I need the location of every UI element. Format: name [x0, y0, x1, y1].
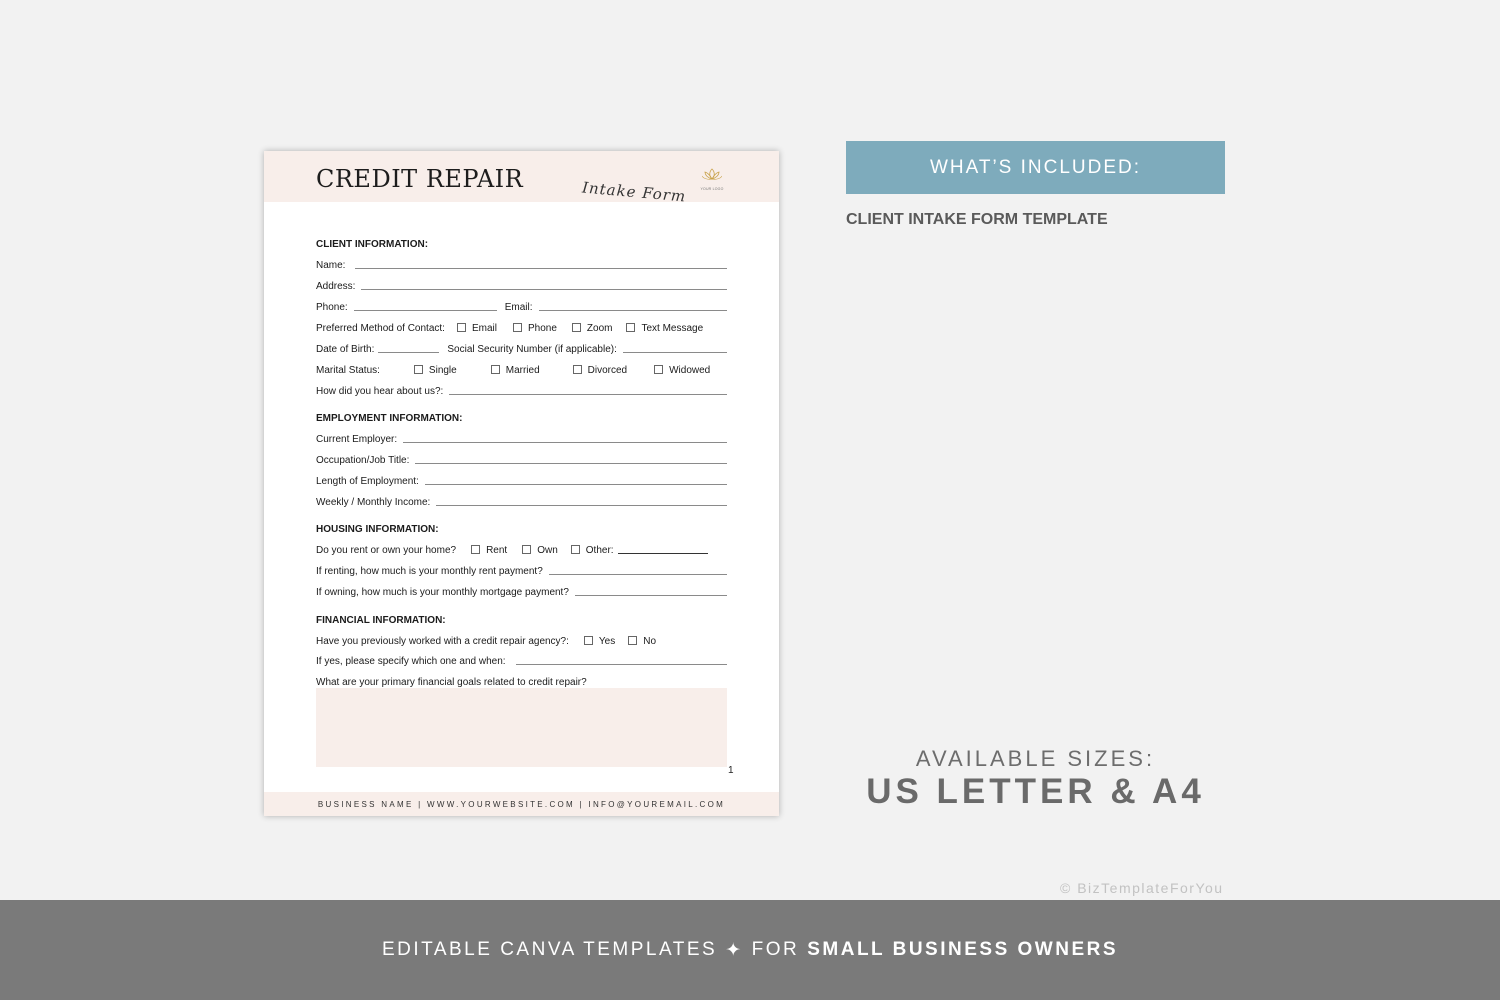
- marital-row: [316, 360, 727, 376]
- form-page: [264, 151, 779, 816]
- checkbox[interactable]: [414, 365, 423, 374]
- address-label: Address:: [316, 281, 356, 292]
- option-label: Own: [537, 545, 558, 556]
- occupation-row: [316, 450, 727, 466]
- dob-ssn-row: [316, 339, 727, 355]
- email-label: Email:: [504, 302, 533, 313]
- whats-included-heading: WHAT’S INCLUDED:: [846, 141, 1225, 194]
- form-header: [264, 151, 779, 206]
- section-financial: FINANCIAL INFORMATION:: [316, 615, 446, 626]
- banner-text-3: SMALL BUSINESS OWNERS: [807, 939, 1119, 960]
- contact-option-text[interactable]: [626, 323, 703, 334]
- option-label: Other:: [585, 545, 614, 556]
- employer-field[interactable]: [403, 442, 727, 443]
- option-label: Text Message: [641, 323, 704, 334]
- checkbox[interactable]: [628, 636, 637, 645]
- dob-field[interactable]: [378, 352, 439, 353]
- contact-method-label: Preferred Method of Contact:: [316, 323, 445, 334]
- occupation-label: Occupation/Job Title:: [316, 455, 410, 466]
- banner-text-2: FOR: [751, 939, 800, 960]
- specify-row: [316, 651, 727, 667]
- checkbox[interactable]: [522, 545, 531, 554]
- option-label: Rent: [486, 545, 508, 556]
- housing-option-own[interactable]: [522, 545, 558, 556]
- section-client: CLIENT INFORMATION:: [316, 239, 429, 250]
- rent-own-row: [316, 540, 727, 556]
- logo-caption: YOUR LOGO: [700, 187, 724, 191]
- section-employment: EMPLOYMENT INFORMATION:: [316, 413, 463, 424]
- copyright-text: © BizTemplateForYou: [1060, 880, 1224, 896]
- housing-option-rent[interactable]: [471, 545, 507, 556]
- owning-label: If owning, how much is your monthly mortgage payment?: [316, 587, 569, 598]
- checkbox[interactable]: [654, 365, 663, 374]
- goals-row: [316, 672, 727, 688]
- address-field[interactable]: [361, 289, 727, 290]
- rent-own-label: Do you rent or own your home?: [316, 545, 457, 556]
- form-subtitle: Intake Form: [581, 178, 687, 206]
- ssn-field[interactable]: [623, 352, 727, 353]
- renting-label: If renting, how much is your monthly rent payment?: [316, 566, 543, 577]
- employer-label: Current Employer:: [316, 434, 398, 445]
- sizes-label: AVAILABLE SIZES:: [915, 746, 1156, 771]
- checkbox[interactable]: [573, 365, 582, 374]
- occupation-field[interactable]: [415, 463, 727, 464]
- agency-option-no[interactable]: [628, 636, 656, 647]
- option-label: Widowed: [669, 365, 711, 376]
- marital-option-married[interactable]: [491, 365, 540, 376]
- sizes-value: US LETTER & A4: [866, 772, 1205, 811]
- renting-row: [316, 561, 727, 577]
- address-row: [316, 276, 727, 292]
- checkbox[interactable]: [513, 323, 522, 332]
- income-row: [316, 492, 727, 508]
- contact-method-row: [316, 318, 727, 334]
- phone-label: Phone:: [316, 302, 348, 313]
- checkbox[interactable]: [471, 545, 480, 554]
- sparkle-icon: ✦: [725, 939, 744, 961]
- marital-option-divorced[interactable]: [573, 365, 627, 376]
- form-title: CREDIT REPAIR: [316, 165, 524, 193]
- dob-label: Date of Birth:: [316, 344, 375, 355]
- agency-label: Have you previously worked with a credit repair agency?:: [316, 636, 569, 647]
- checkbox[interactable]: [584, 636, 593, 645]
- income-label: Weekly / Monthly Income:: [316, 497, 431, 508]
- phone-email-row: [316, 297, 727, 313]
- contact-option-email[interactable]: [457, 323, 497, 334]
- checkbox[interactable]: [571, 545, 580, 554]
- length-field[interactable]: [425, 484, 727, 485]
- hear-row: [316, 381, 727, 397]
- page-number: 1: [728, 765, 734, 776]
- owning-field[interactable]: [575, 595, 727, 596]
- lotus-logo-icon: [700, 168, 724, 191]
- name-label: Name:: [316, 260, 346, 271]
- form-footer: BUSINESS NAME | WWW.YOURWEBSITE.COM | INFO@YOUREMAIL.COM: [264, 792, 779, 816]
- agency-option-yes[interactable]: [584, 636, 615, 647]
- contact-option-zoom[interactable]: [572, 323, 613, 334]
- hear-field[interactable]: [449, 394, 727, 395]
- specify-field[interactable]: [516, 664, 727, 665]
- option-label: Married: [505, 365, 540, 376]
- name-field[interactable]: [355, 268, 727, 269]
- phone-field[interactable]: [354, 310, 497, 311]
- marital-option-single[interactable]: [414, 365, 457, 376]
- option-label: Phone: [527, 323, 557, 334]
- banner-text-1: EDITABLE CANVA TEMPLATES: [381, 939, 718, 960]
- checkbox[interactable]: [572, 323, 581, 332]
- ssn-label: Social Security Number (if applicable):: [447, 344, 617, 355]
- section-housing: HOUSING INFORMATION:: [316, 524, 439, 535]
- contact-option-phone[interactable]: [513, 323, 557, 334]
- goals-label: What are your primary financial goals related to credit repair?: [316, 677, 587, 688]
- employer-row: [316, 429, 727, 445]
- option-label: No: [643, 636, 657, 647]
- option-label: Single: [428, 365, 457, 376]
- checkbox[interactable]: [626, 323, 635, 332]
- bottom-banner: [0, 900, 1500, 1000]
- name-row: [316, 255, 727, 271]
- marital-option-widowed[interactable]: [654, 365, 710, 376]
- option-label: Yes: [598, 636, 616, 647]
- owning-row: [316, 582, 727, 598]
- length-row: [316, 471, 727, 487]
- hear-label: How did you hear about us?:: [316, 386, 444, 397]
- included-item: CLIENT INTAKE FORM TEMPLATE: [846, 211, 1108, 228]
- goals-answer-box[interactable]: [316, 688, 727, 767]
- housing-option-other[interactable]: [571, 545, 614, 556]
- marital-label: Marital Status:: [316, 365, 380, 376]
- length-label: Length of Employment:: [316, 476, 419, 487]
- agency-row: [316, 631, 727, 647]
- specify-label: If yes, please specify which one and when:: [316, 656, 506, 667]
- renting-field[interactable]: [549, 574, 727, 575]
- option-label: Email: [471, 323, 497, 334]
- email-field[interactable]: [539, 310, 728, 311]
- checkbox[interactable]: [457, 323, 466, 332]
- option-label: Divorced: [587, 365, 628, 376]
- checkbox[interactable]: [491, 365, 500, 374]
- income-field[interactable]: [436, 505, 727, 506]
- other-field[interactable]: [618, 553, 708, 554]
- option-label: Zoom: [586, 323, 613, 334]
